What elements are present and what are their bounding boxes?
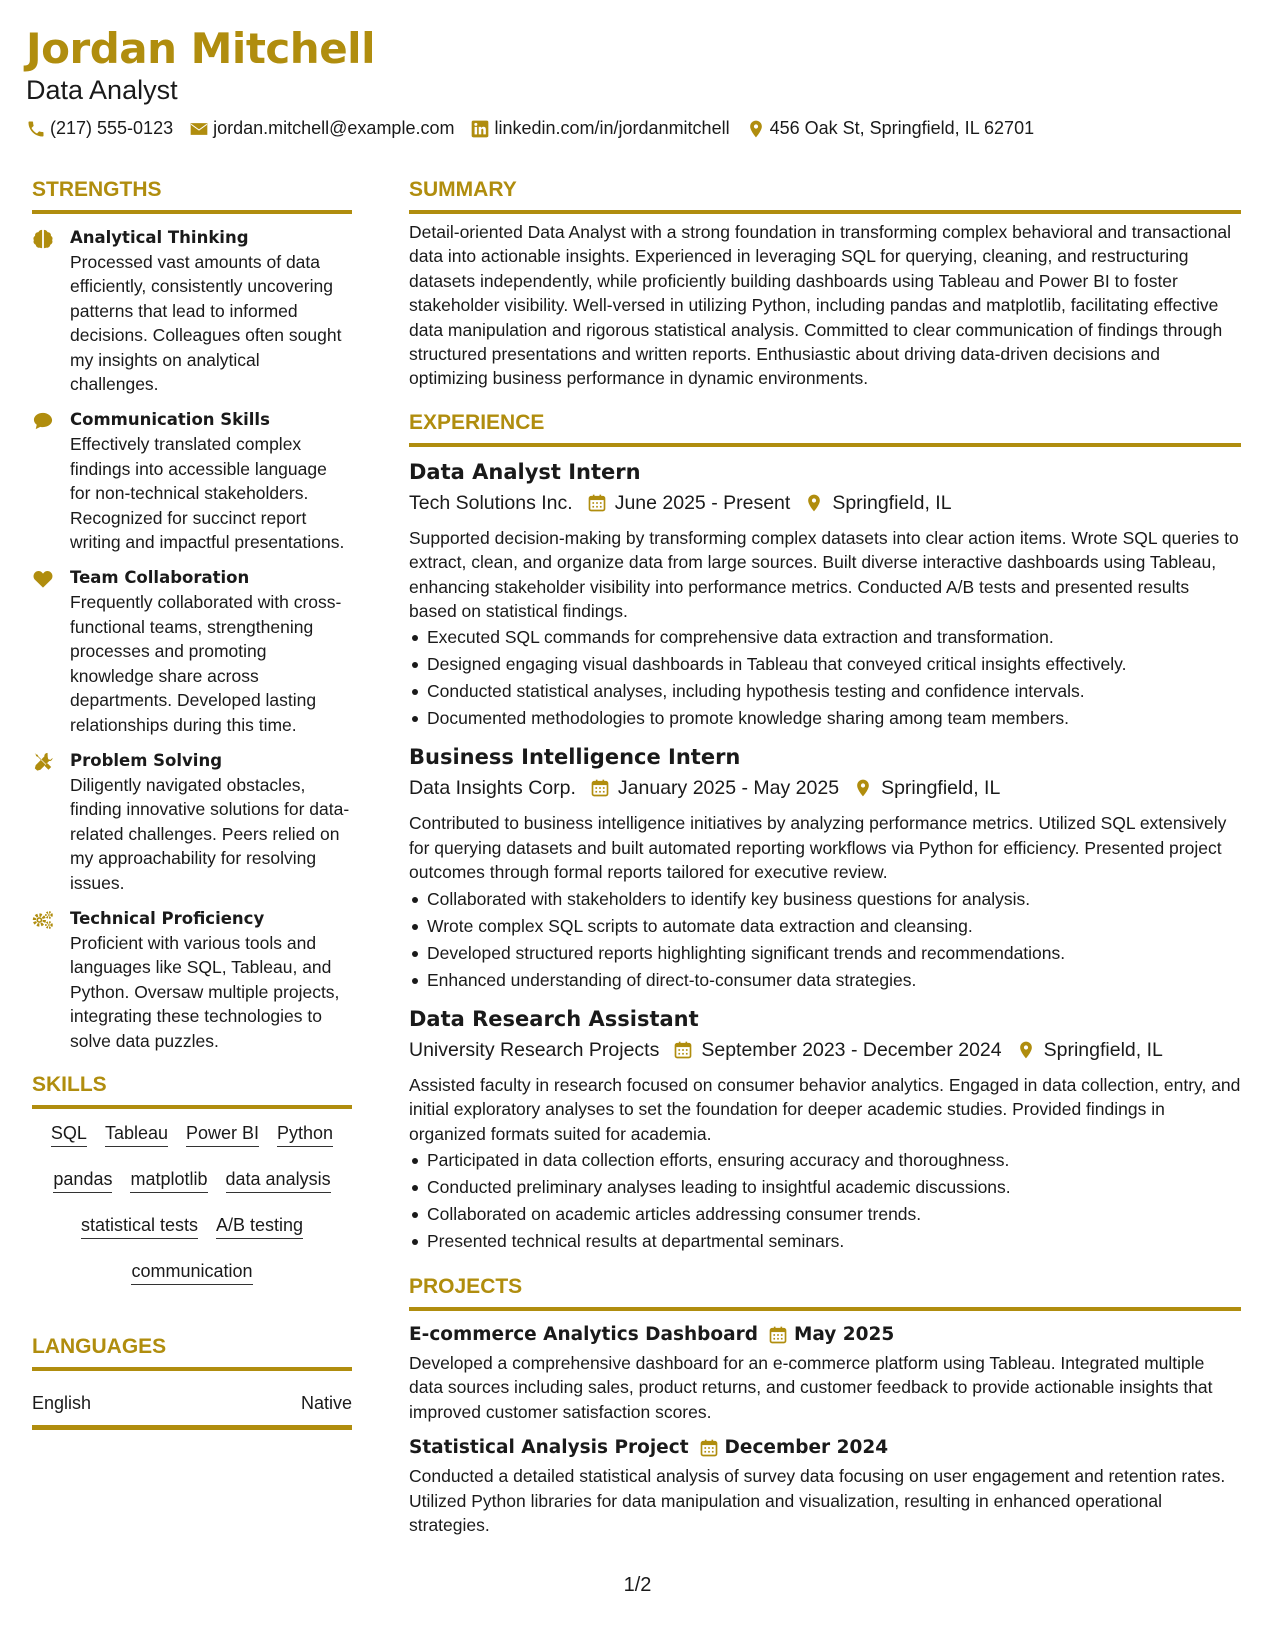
bullet-item: Wrote complex SQL scripts to automate data extraction and cleansing. <box>409 913 1241 940</box>
strength-item <box>32 408 352 554</box>
strengths-heading: STRENGTHS <box>32 176 352 214</box>
strength-title: Technical Proficiency <box>70 908 265 928</box>
linkedin-icon <box>470 119 490 139</box>
job-dates: June 2025 - Present <box>614 491 791 514</box>
skill-tag: SQL <box>51 1121 87 1147</box>
language-row <box>32 1371 352 1430</box>
job-company: Tech Solutions Inc. <box>409 491 573 514</box>
map-marker-icon <box>746 119 766 139</box>
contact-phone <box>26 118 173 139</box>
map-marker-icon <box>853 778 873 798</box>
project-header <box>409 1434 1241 1462</box>
right-column <box>409 176 1241 1537</box>
job-title: Data Analyst Intern <box>409 459 641 484</box>
job-title: Business Intelligence Intern <box>409 745 741 770</box>
calendar-icon <box>768 1325 788 1345</box>
strength-desc: Frequently collaborated with cross-functional teams, strengthening processes and promoting knowledge share across departments. Developed lasting relationships during this time. <box>70 592 342 735</box>
map-marker-icon <box>1016 1040 1036 1060</box>
job-description: Contributed to business intelligence initiatives by analyzing performance metrics. Utilized SQL extensively for querying datasets and built automated reporting workflows via Python for efficiency. Presented project outcomes through formal reports tailored for executive review. <box>409 813 1227 883</box>
bullet-item: Designed engaging visual dashboards in Tableau that conveyed critical insights effectively. <box>409 651 1241 678</box>
comment-icon <box>32 411 54 431</box>
job-location: Springfield, IL <box>881 777 1001 800</box>
contact-bar <box>26 118 1256 139</box>
job-location: Springfield, IL <box>1043 1038 1163 1061</box>
projects-section <box>409 1273 1241 1537</box>
gears-icon <box>32 910 54 930</box>
candidate-title: Data Analyst <box>26 75 178 105</box>
experience-section <box>409 409 1241 1255</box>
strength-title: Analytical Thinking <box>70 228 249 247</box>
job-company: University Research Projects <box>409 1038 660 1061</box>
project-date: May 2025 <box>793 1323 895 1345</box>
job-description: Assisted faculty in research focused on consumer behavior analytics. Engaged in data collection, entry, and initial exploratory analyses to set the foundation for deeper academic studies. Provided findings in organized formats suited for academia. <box>409 1074 1241 1144</box>
bullet-item: Documented methodologies to promote knowledge sharing among team members. <box>409 705 1241 732</box>
job-bullets <box>409 1147 1241 1255</box>
job-description: Supported decision-making by transforming complex datasets into clear action items. Wrote SQL queries to extract, clean, and organize data from large sources. Built diverse interactive dashboards using Tableau, enhancing stakeholder visibility into performance metrics. Conducted A/B tests and presented results based on statistical findings. <box>409 527 1239 622</box>
strength-item <box>32 226 352 396</box>
bullet-item: Conducted preliminary analyses leading to insightful academic discussions. <box>409 1174 1241 1201</box>
projects-heading: PROJECTS <box>409 1273 1241 1311</box>
skills-list <box>32 1109 352 1305</box>
project-header <box>409 1321 1241 1349</box>
strength-desc: Processed vast amounts of data efficiently, consistently uncovering patterns that lead to informed decisions. Colleagues often sought my insights on analytical challenges. <box>70 252 342 395</box>
languages-heading: LANGUAGES <box>32 1333 352 1371</box>
left-column <box>32 176 352 1430</box>
skill-tag: communication <box>131 1259 252 1285</box>
summary-heading: SUMMARY <box>409 176 1241 214</box>
job-entry <box>409 457 1241 733</box>
skill-tag: Power BI <box>186 1121 259 1147</box>
address-text: 456 Oak St, Springfield, IL 62701 <box>769 118 1035 138</box>
summary-text: Detail-oriented Data Analyst with a strong foundation in transforming complex behavioral and transactional data into actionable insights. Experienced in leveraging SQL for querying, cleaning, and restructuring datasets independently, while proficiently building dashboards using Tableau and Power BI to foster stakeholder visibility. Well-versed in utilizing Python, including pandas and matplotlib, facilitating effective data manipulation and rigorous statistical analysis. Committed to clear communication of findings through structured presentations and written reports. Enthusiastic about driving data-driven decisions and optimizing business performance in dynamic environments. <box>409 222 1231 389</box>
skill-tag: pandas <box>53 1167 112 1193</box>
project-description: Developed a comprehensive dashboard for an e-commerce platform using Tableau. Integrated multiple data sources including sales, product returns, and customer feedback to provide actionable insights that improved customer satisfaction scores. <box>409 1352 1213 1422</box>
bullet-item: Conducted statistical analyses, including hypothesis testing and confidence intervals. <box>409 678 1241 705</box>
job-title: Data Research Assistant <box>409 1006 699 1031</box>
job-bullets <box>409 624 1241 732</box>
skills-heading: SKILLS <box>32 1071 352 1109</box>
job-meta <box>409 488 1241 518</box>
calendar-icon <box>590 778 610 798</box>
project-date: December 2024 <box>724 1437 889 1459</box>
skill-tag: Tableau <box>105 1121 168 1147</box>
project-title: E-commerce Analytics Dashboard <box>409 1323 758 1345</box>
tools-icon <box>32 752 54 772</box>
page-number: 1/2 <box>623 1574 652 1596</box>
bullet-item: Executed SQL commands for comprehensive data extraction and transformation. <box>409 624 1241 651</box>
calendar-icon <box>673 1040 693 1060</box>
contact-address <box>746 118 1035 139</box>
bullet-item: Enhanced understanding of direct-to-consumer data strategies. <box>409 967 1241 994</box>
project-description: Conducted a detailed statistical analysis of survey data focusing on user engagement and retention rates. Utilized Python libraries for data manipulation and visualization, resulting in enhanced operational strategies. <box>409 1466 1226 1535</box>
phone-icon <box>26 119 46 139</box>
job-bullets <box>409 886 1241 994</box>
strength-desc: Proficient with various tools and languages like SQL, Tableau, and Python. Oversaw multiple projects, integrating these technologies to solve data puzzles. <box>70 932 340 1051</box>
bullet-item: Developed structured reports highlighting significant trends and recommendations. <box>409 940 1241 967</box>
envelope-icon <box>189 119 209 139</box>
project-entry <box>409 1321 1241 1424</box>
experience-heading: EXPERIENCE <box>409 409 1241 447</box>
contact-email <box>189 118 454 139</box>
job-dates: September 2023 - December 2024 <box>701 1038 1002 1061</box>
strength-title: Problem Solving <box>70 750 223 770</box>
project-entry <box>409 1434 1241 1537</box>
job-dates: January 2025 - May 2025 <box>617 777 840 800</box>
calendar-icon <box>699 1438 719 1458</box>
job-location: Springfield, IL <box>832 491 952 514</box>
job-entry <box>409 742 1241 993</box>
bullet-item: Participated in data collection efforts, ensuring accuracy and thoroughness. <box>409 1147 1241 1174</box>
map-marker-icon <box>804 493 824 513</box>
strength-title: Communication Skills <box>70 410 270 430</box>
skill-tag: A/B testing <box>216 1213 303 1239</box>
candidate-name: Jordan Mitchell <box>26 24 375 73</box>
languages-section <box>32 1333 352 1430</box>
job-meta <box>409 773 1241 803</box>
language-name: English <box>32 1392 92 1413</box>
phone-text: (217) 555-0123 <box>50 118 174 138</box>
bullet-item: Collaborated on academic articles addressing consumer trends. <box>409 1201 1241 1228</box>
calendar-icon <box>587 493 607 513</box>
strength-desc: Effectively translated complex findings into accessible language for non-technical stakeholders. Recognized for succinct report writing and impactful presentations. <box>70 434 345 553</box>
strength-item <box>32 749 352 895</box>
bullet-item: Presented technical results at departmental seminars. <box>409 1228 1241 1255</box>
heart-icon <box>32 569 54 589</box>
job-company: Data Insights Corp. <box>409 777 576 800</box>
project-title: Statistical Analysis Project <box>409 1437 689 1459</box>
skills-section <box>32 1071 352 1305</box>
job-entry <box>409 1004 1241 1255</box>
skill-tag: Python <box>277 1121 333 1147</box>
job-meta <box>409 1035 1241 1065</box>
skill-tag: statistical tests <box>81 1213 198 1239</box>
strength-item <box>32 907 352 1053</box>
contact-linkedin <box>470 118 729 139</box>
strength-desc: Diligently navigated obstacles, finding innovative solutions for data-related challenges. Peers relied on my approachability for resolving issues. <box>70 774 350 893</box>
strength-item <box>32 566 352 736</box>
resume-header <box>26 22 1256 139</box>
brain-icon <box>32 229 54 249</box>
email-text: jordan.mitchell@example.com <box>213 118 455 138</box>
strengths-list <box>32 226 352 1053</box>
skill-tag: matplotlib <box>130 1167 207 1193</box>
language-level: Native <box>300 1392 352 1413</box>
bullet-item: Collaborated with stakeholders to identify key business questions for analysis. <box>409 886 1241 913</box>
linkedin-text: linkedin.com/in/jordanmitchell <box>494 118 730 138</box>
strength-title: Team Collaboration <box>70 568 250 588</box>
skill-tag: data analysis <box>226 1167 331 1193</box>
